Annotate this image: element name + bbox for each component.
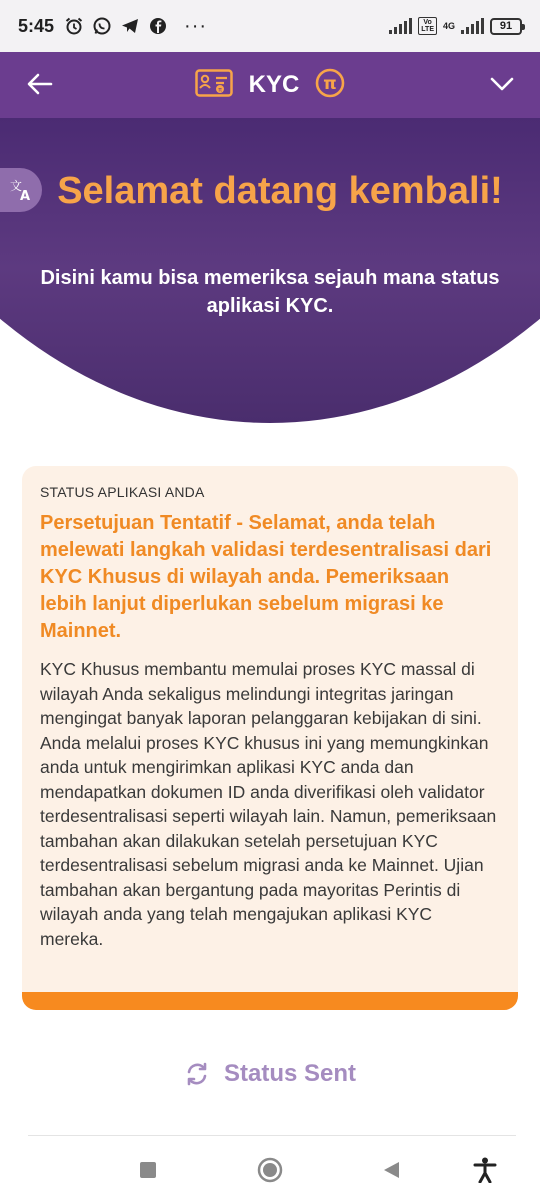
square-icon — [139, 1161, 157, 1179]
svg-text:π: π — [217, 86, 222, 93]
more-notifications-icon: ··· — [184, 14, 208, 37]
nav-divider — [28, 1135, 516, 1136]
dropdown-button[interactable] — [484, 66, 520, 102]
signal-1-icon — [389, 18, 412, 34]
signal-2-icon — [461, 18, 484, 34]
triangle-back-icon — [381, 1160, 401, 1180]
alarm-icon — [64, 16, 84, 36]
status-sent-button[interactable] — [0, 1052, 540, 1096]
battery-level: 91 — [499, 20, 513, 32]
system-navigation-bar — [0, 1140, 540, 1200]
status-headline: Persetujuan Tentatif - Selamat, anda telah melewati langkah validasi terdesentralisasi dari KYC Khusus di wilayah anda. Pemeriksaan lebih lanjut diperlukan sebelum migrasi ke Mainnet. — [40, 512, 492, 642]
volte-badge: Vo LTE — [418, 17, 437, 35]
svg-text:π: π — [323, 73, 338, 94]
home-button[interactable] — [252, 1152, 288, 1188]
application-status-card — [22, 466, 518, 1010]
page-title-group — [195, 68, 346, 103]
notification-icons — [64, 15, 207, 38]
welcome-title: Selamat datang kembali! — [57, 170, 503, 212]
status-card-accent-bar — [22, 992, 518, 1010]
battery-icon — [490, 18, 522, 35]
page-title: KYC — [248, 71, 300, 98]
circle-icon — [257, 1157, 283, 1183]
facebook-icon — [148, 16, 168, 36]
chevron-down-icon — [490, 76, 514, 92]
recent-apps-button[interactable] — [130, 1152, 166, 1188]
status-bar — [0, 0, 540, 52]
pi-coin-icon — [315, 68, 345, 103]
welcome-subtitle: Disini kamu bisa memeriksa sejauh mana status aplikasi KYC. — [40, 267, 500, 317]
top-navigation — [0, 52, 540, 118]
telegram-icon — [120, 16, 140, 36]
status-description: KYC Khusus membantu memulai proses KYC massal di wilayah Anda sekaligus melindungi integritas jaringan mengingat banyak laporan pelanggaran kebijakan di sini. Anda melalui proses KYC khusus ini yang memungkinkan anda untuk mengirimkan aplikasi KYC anda dan mendapatkan dokumen ID anda diverifikasi oleh validator terdesentralisasi seperti wilayah lain. Namun, pemeriksaan tambahan akan dilakukan setelah persetujuan KYC terdesentralisasi sebelum migrasi anda ke Mainnet. Ujian tambahan akan bergantung pada mayoritas Perintis di wilayah anda yang telah mengajukan aplikasi KYC mereka. — [40, 659, 497, 949]
svg-text:A: A — [20, 189, 31, 203]
back-nav-button[interactable] — [373, 1152, 409, 1188]
accessibility-icon — [473, 1157, 497, 1183]
accessibility-button[interactable] — [467, 1152, 503, 1188]
network-type: 4G — [442, 20, 455, 31]
status-card-label: STATUS APLIKASI ANDA — [40, 484, 205, 500]
clock: 5:45 — [18, 15, 55, 36]
arrow-left-icon — [27, 73, 53, 95]
back-button[interactable] — [22, 66, 58, 102]
id-card-icon — [195, 69, 233, 102]
system-indicators — [389, 17, 522, 35]
svg-text:文: 文 — [10, 179, 23, 193]
status-sent-label: Status Sent — [223, 1060, 357, 1087]
whatsapp-icon — [92, 16, 112, 36]
refresh-icon — [184, 1061, 210, 1087]
